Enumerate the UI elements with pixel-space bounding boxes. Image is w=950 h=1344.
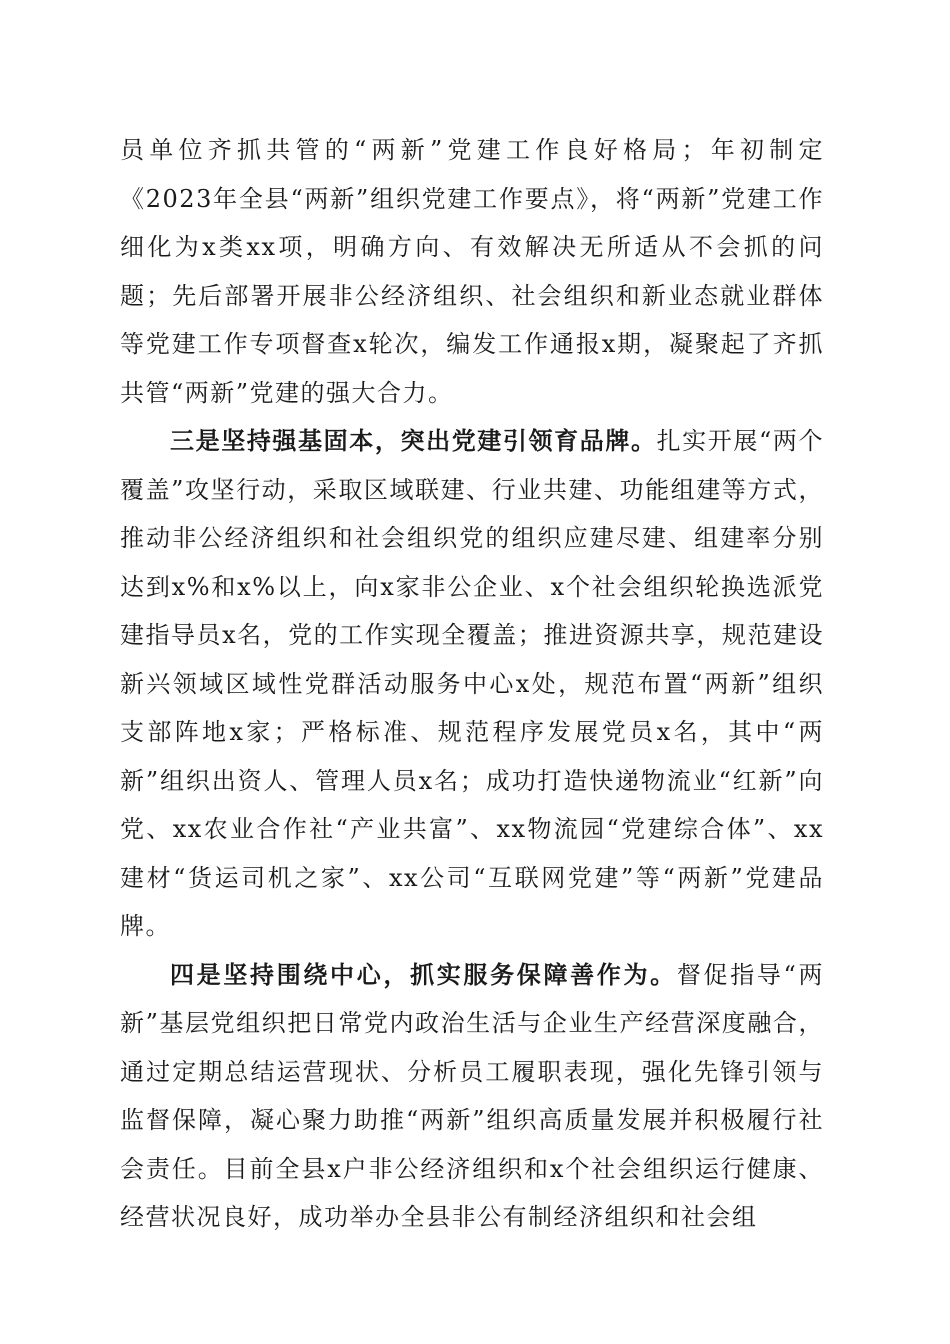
paragraph-text: 督促指导“两新”基层党组织把日常党内政治生活与企业生产经营深度融合，通过定期总结运营现状、分析员工履职表现，强化先锋引领与监督保障，凝心聚力助推“两新”组织高质量发展并积极履行社会责任。目前全县x户非公经济组织和x个社会组织运行健康、经营状况良好，成功举办全县非公有制经济组织和社会组 (120, 960, 824, 1231)
paragraph-heading: 四是坚持围绕中心，抓实服务保障善作为。 (170, 959, 677, 989)
paragraph-point-four (120, 951, 824, 1242)
document-body (120, 126, 824, 1242)
paragraph-text: 员单位齐抓共管的“两新”党建工作良好格局；年初制定《2023年全县“两新”组织党建工作要点》，将“两新”党建工作细化为x类xx项，明确方向、有效解决无所适从不会抓的问题；先后部署开展非公经济组织、社会组织和新业态就业群体等党建工作专项督查x轮次，编发工作通报x期，凝聚起了齐抓共管“两新”党建的强大合力。 (120, 136, 824, 407)
paragraph-heading: 三是坚持强基固本，突出党建引领育品牌。 (170, 426, 657, 455)
paragraph-continued (120, 126, 824, 417)
paragraph-point-three (120, 417, 824, 951)
paragraph-text: 扎实开展“两个覆盖”攻坚行动，采取区域联建、行业共建、功能组建等方式，推动非公经济组织和社会组织党的组织应建尽建、组建率分别达到x%和x%以上，向x家非公企业、x个社会组织轮换选派党建指导员x名，党的工作实现全覆盖；推进资源共享，规范建设新兴领域区域性党群活动服务中心x处，规范布置“两新”组织支部阵地x家；严格标准、规范程序发展党员x名，其中“两新”组织出资人、管理人员x名；成功打造快递物流业“红新”向党、xx农业合作社“产业共富”、xx物流园“党建综合体”、xx建材“货运司机之家”、xx公司“互联网党建”等“两新”党建品牌。 (120, 427, 824, 940)
